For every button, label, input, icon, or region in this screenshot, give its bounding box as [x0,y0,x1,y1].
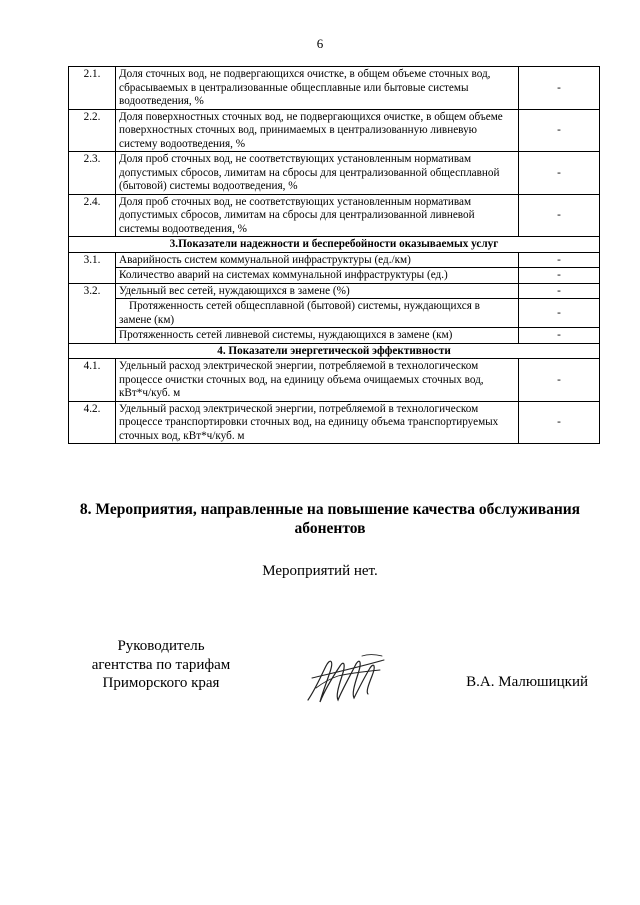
indicator-name: Удельный расход электрической энергии, потребляемой в технологическом процессе очистки сточных вод, на единицу объема очищаемых сточных вод, кВт*ч/куб. м [116,359,519,402]
table-row [69,194,600,237]
indicator-name: Количество аварий на системах коммунальной инфраструктуры (ед.) [116,268,519,284]
table-row [69,299,600,328]
table-row [69,152,600,195]
indicator-value: - [519,67,600,110]
row-number: 3.1. [69,252,116,283]
row-number: 2.1. [69,67,116,110]
section-8-text: Мероприятий нет. [262,563,378,579]
row-number: 2.4. [69,194,116,237]
indicator-name: Аварийность систем коммунальной инфраструктуры (ед./км) [116,252,519,268]
signer-title-line-2: агентства по тарифам [91,656,231,673]
indicator-value: - [519,328,600,344]
indicator-value: - [519,109,600,152]
table-row [69,359,600,402]
table-row [69,401,600,444]
indicator-name: Доля сточных вод, не подвергающихся очистке, в общем объеме сточных вод, сбрасываемых в централизованные общесплавные или бытовые системы водоотведения, % [116,67,519,110]
indicator-value: - [519,401,600,444]
indicator-value: - [519,283,600,299]
indicator-name: Протяженность сетей общесплавной (бытовой) системы, нуждающихся в замене (км) [116,299,519,328]
indicator-value: - [519,252,600,268]
table-section-row [69,237,600,253]
table-row [69,268,600,284]
table-section-row [69,343,600,359]
page-number: 6 [316,36,324,51]
signer-title-line-1: Руководитель [117,638,205,654]
row-number: 2.2. [69,109,116,152]
section-title: 4. Показатели энергетической эффективности [69,343,600,359]
section-title: 3.Показатели надежности и бесперебойности оказываемых услуг [69,237,600,253]
row-number: 2.3. [69,152,116,195]
table-row [69,252,600,268]
indicator-name: Доля проб сточных вод, не соответствующих установленным нормативам допустимых сбросов, лимитам на сбросы для централизованной ливневой системы водоотведения, % [116,194,519,237]
signer-name: В.А. Малюшицкий [466,674,588,690]
section-8-heading: 8. Мероприятия, направленные на повышение качества обслуживания абонентов [79,501,581,537]
signer-position [66,637,256,693]
indicator-name: Удельный расход электрической энергии, потребляемой в технологическом процессе транспортировки сточных вод, на единицу объема транспортируемых сточных вод, кВт*ч/куб. м [116,401,519,444]
table-row [69,109,600,152]
row-number: 4.1. [69,359,116,402]
indicator-value: - [519,299,600,328]
indicator-name: Доля проб сточных вод, не соответствующих установленным нормативам допустимых сбросов, лимитам на сбросы для централизованной общесплавной (бытовой) системы водоотведения, % [116,152,519,195]
indicators-table [68,66,600,444]
indicator-name: Доля поверхностных сточных вод, не подвергающихся очистке, в общем объеме поверхностных сточных вод, принимаемых в централизованную ливневую систему водоотведения, % [116,109,519,152]
indicator-value: - [519,194,600,237]
indicator-value: - [519,359,600,402]
row-number: 4.2. [69,401,116,444]
table-row [69,328,600,344]
indicator-value: - [519,268,600,284]
row-number: 3.2. [69,283,116,343]
handwritten-signature [302,648,390,708]
signer-title-line-3: Приморского края [102,675,220,691]
indicator-name: Протяженность сетей ливневой системы, нуждающихся в замене (км) [116,328,519,344]
table-row [69,67,600,110]
table-row [69,283,600,299]
indicator-value: - [519,152,600,195]
indicator-name: Удельный вес сетей, нуждающихся в замене (%) [116,283,519,299]
